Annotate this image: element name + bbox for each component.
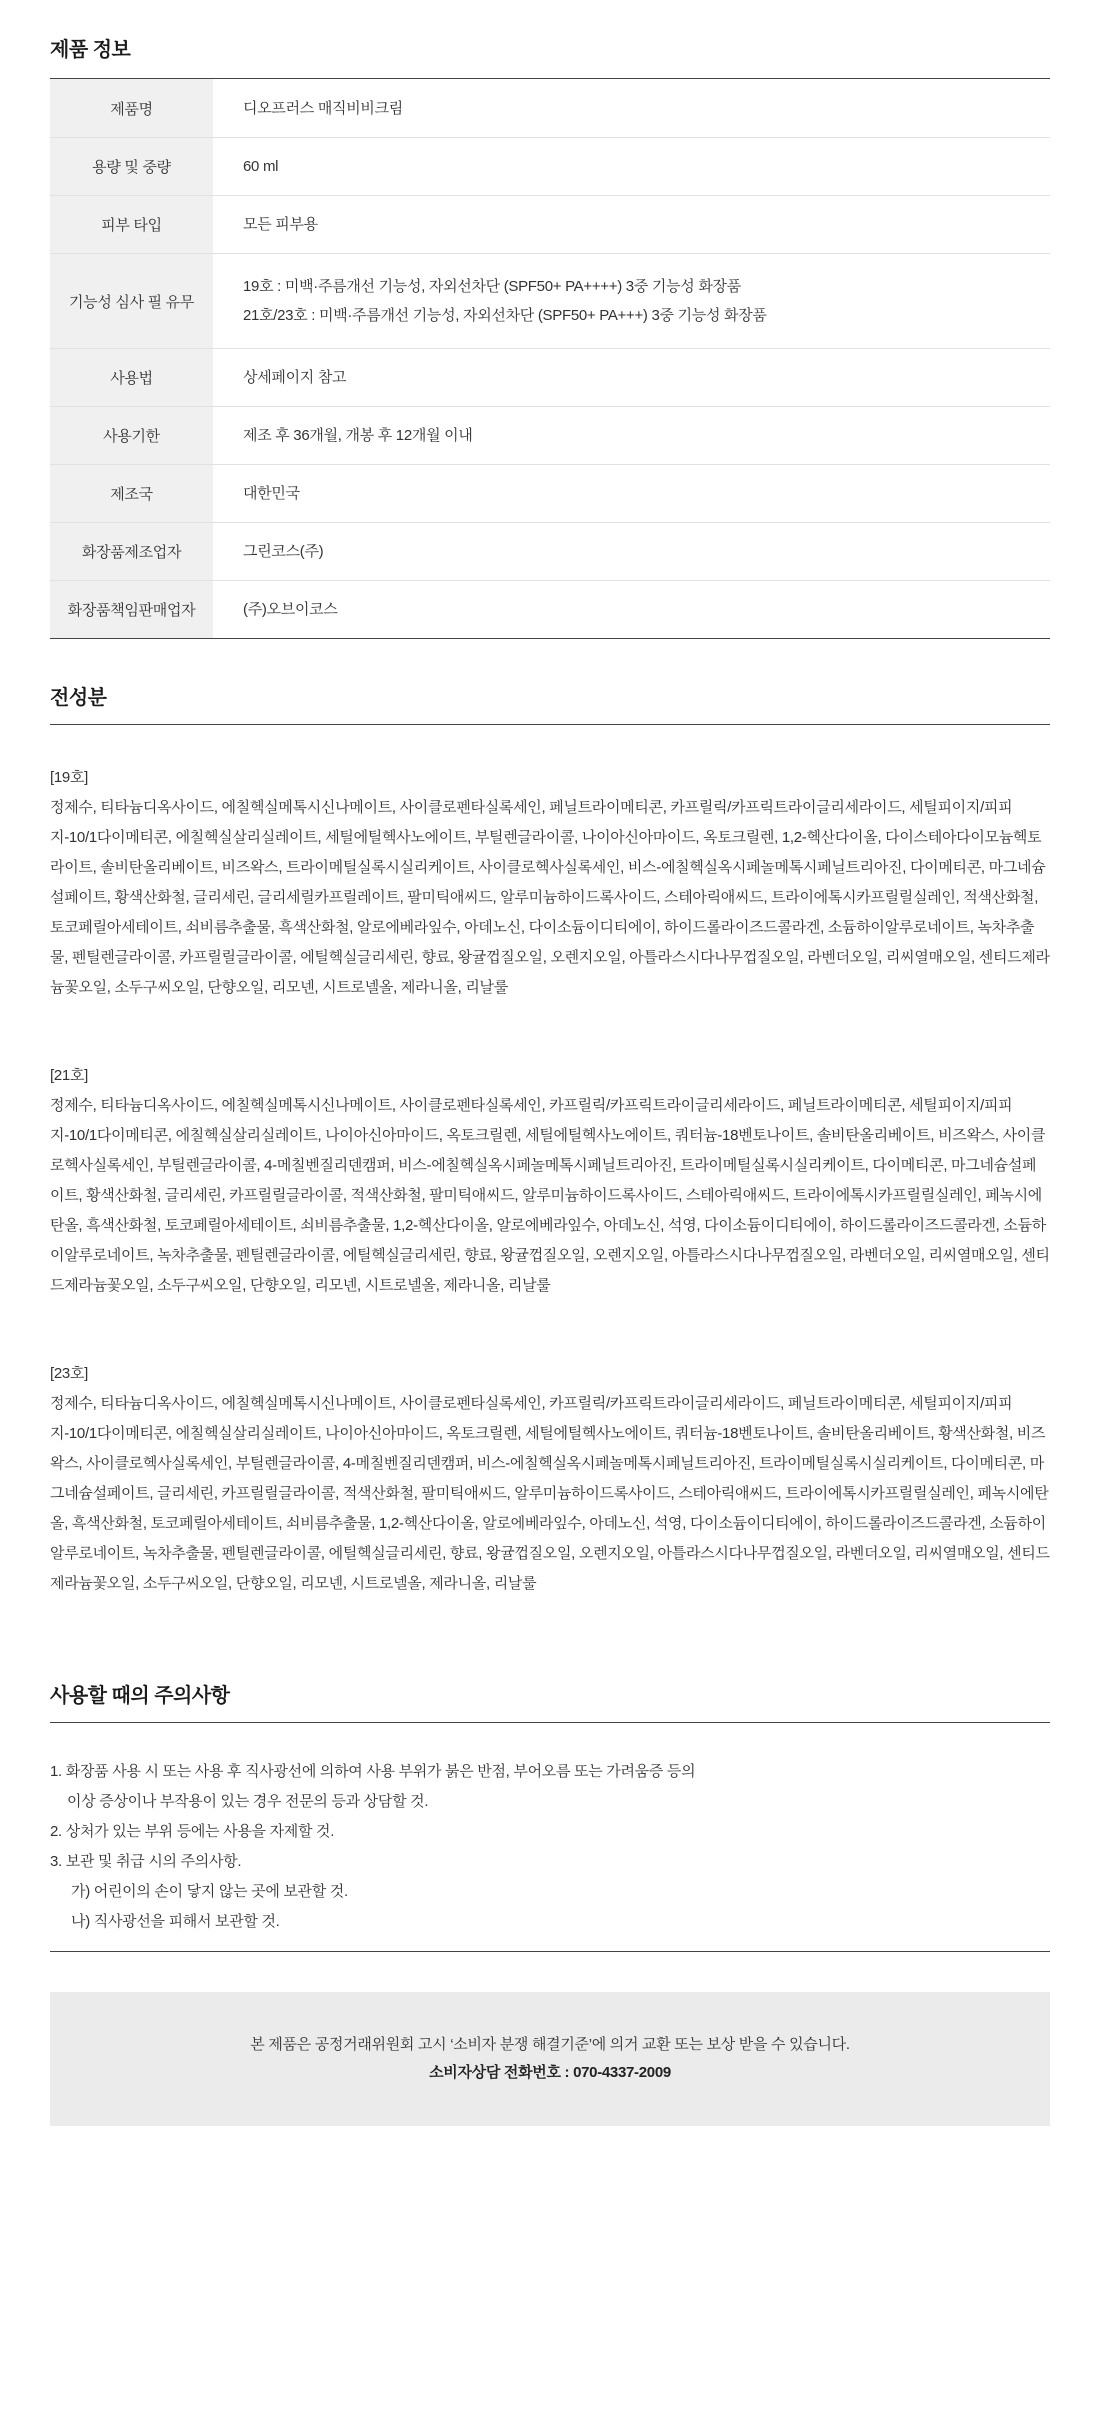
- row-value: 그린코스(주): [243, 543, 324, 560]
- consumer-notice-box: [50, 1992, 1050, 2126]
- row-value: (주)오브이코스: [243, 601, 338, 618]
- ingredient-group-text: 정제수, 티타늄디옥사이드, 에칠헥실메톡시신나메이트, 사이클로펜타실록세인, 카프릴릭/카프릭트라이글리세라이드, 페닐트라이메티콘, 세틸피이지/피피지-10/1다이메티콘, 에칠헥실살리실레이트, 나이아신아마이드, 옥토크릴렌, 세틸에틸헥사노에이트, 쿼터늄-18벤토나이트, 솔비탄올리베이트, 황색산화철, 비즈왁스, 사이클로헥사실록세인, 부틸렌글라이콜, 4-메칠벤질리덴캠퍼, 비스-에칠헥실옥시페놀메톡시페닐트리아진, 트라이메틸실록시실리케이트, 다이메티콘, 마그네슘설페이트, 글리세린, 카프릴릴글라이콜, 적색산화철, 팔미틱애씨드, 알루미늄하이드록사이드, 스테아릭애씨드, 트라이에톡시카프릴릴실레인, 페녹시에탄올, 흑색산화철, 토코페릴아세테이트, 쇠비름추출물, 1,2-헥산다이올, 알로에베라잎수, 아데노신, 석영, 다이소듐이디티에이, 하이드롤라이즈드콜라겐, 소듐하이알루로네이트, 녹차추출물, 펜틸렌글라이콜, 에틸헥실글리세린, 향료, 왕귤껍질오일, 오렌지오일, 아틀라스시다나무껍질오일, 라벤더오일, 리씨열매오일, 센티드제라늄꽃오일, 소두구씨오일, 단향오일, 리모넨, 시트로넬올, 제라니올, 리날룰: [50, 1395, 1050, 1592]
- ingredient-group-name: [23호]: [50, 1365, 89, 1382]
- row-value: 제조 후 36개월, 개봉 후 12개월 이내: [243, 427, 473, 444]
- ingredient-group-text: 정제수, 티타늄디옥사이드, 에칠헥실메톡시신나메이트, 사이클로펜타실록세인, 카프릴릭/카프릭트라이글리세라이드, 페닐트라이메티콘, 세틸피이지/피피지-10/1다이메티콘, 에칠헥실살리실레이트, 나이아신아마이드, 옥토크릴렌, 세틸에틸헥사노에이트, 쿼터늄-18벤토나이트, 솔비탄올리베이트, 비즈왁스, 사이클로헥사실록세인, 부틸렌글라이콜, 4-메칠벤질리덴캠퍼, 비스-에칠헥실옥시페놀메톡시페닐트리아진, 트라이메틸실록시실리케이트, 다이메티콘, 마그네슘설페이트, 황색산화철, 글리세린, 카프릴릴글라이콜, 적색산화철, 팔미틱애씨드, 알루미늄하이드록사이드, 스테아릭애씨드, 트라이에톡시카프릴릴실레인, 페녹시에탄올, 흑색산화철, 토코페릴아세테이트, 쇠비름추출물, 1,2-헥산다이올, 알로에베라잎수, 아데노신, 석영, 다이소듐이디티에이, 하이드롤라이즈드콜라겐, 소듐하이알루로네이트, 녹차추출물, 펜틸렌글라이콜, 에틸헥실글리세린, 향료, 왕귤껍질오일, 오렌지오일, 아틀라스시다나무껍질오일, 라벤더오일, 리씨열매오일, 센티드제라늄꽃오일, 소두구씨오일, 단향오일, 리모넨, 시트로넬올, 제라니올, 리날룰: [50, 1097, 1050, 1294]
- row-label: 기능성 심사 필 유무: [50, 254, 213, 348]
- table-row: [50, 580, 1050, 638]
- row-value: 디오프러스 매직비비크림: [243, 99, 403, 117]
- ingredient-group-21: [50, 1061, 1050, 1301]
- caution-list: [50, 1757, 1050, 1937]
- row-label: 화장품제조업자: [50, 523, 213, 580]
- caution-item-continuation: 이상 증상이나 부작용이 있는 경우 전문의 등과 상담할 것.: [67, 1793, 429, 1810]
- row-value: 상세페이지 참고: [243, 369, 347, 386]
- row-label: 제조국: [50, 465, 213, 522]
- ingredient-group-name: [21호]: [50, 1067, 89, 1084]
- row-label: 제품명: [50, 79, 213, 137]
- row-value: 모든 피부용: [243, 216, 318, 233]
- table-row: [50, 522, 1050, 580]
- table-row: [50, 348, 1050, 406]
- row-value: [213, 254, 1050, 348]
- row-value-line: 19호 : 미백·주름개선 기능성, 자외선차단 (SPF50+ PA++++) 3중 기능성 화장품: [243, 278, 741, 295]
- table-row: [50, 137, 1050, 195]
- ingredients-section: [50, 681, 1050, 1599]
- caution-item: 3. 보관 및 취급 시의 주의사항.: [50, 1853, 242, 1870]
- table-row: [50, 195, 1050, 253]
- section-divider: [50, 1722, 1050, 1723]
- row-value: 대한민국: [243, 485, 300, 502]
- ingredient-group-23: [50, 1359, 1050, 1599]
- caution-item: 2. 상처가 있는 부위 등에는 사용을 자제할 것.: [50, 1823, 335, 1840]
- table-row: [50, 406, 1050, 464]
- caution-title: 사용할 때의 주의사항: [50, 1685, 230, 1707]
- caution-item: 1. 화장품 사용 시 또는 사용 후 직사광선에 의하여 사용 부위가 붉은 반점, 부어오름 또는 가려움증 등의: [50, 1763, 696, 1780]
- consumer-notice-text: 본 제품은 공정거래위원회 고시 ‘소비자 분쟁 해결기준’에 의거 교환 또는 보상 받을 수 있습니다.: [250, 2036, 850, 2053]
- product-info-title: 제품 정보: [50, 39, 131, 61]
- caution-section: [50, 1679, 1050, 1952]
- row-label: 사용기한: [50, 407, 213, 464]
- row-label: 용량 및 중량: [50, 138, 213, 195]
- row-label: 화장품책임판매업자: [50, 581, 213, 638]
- table-row: [50, 253, 1050, 348]
- ingredient-group-19: [50, 763, 1050, 1003]
- section-divider: [50, 1951, 1050, 1952]
- row-label: 피부 타입: [50, 196, 213, 253]
- row-label: 사용법: [50, 349, 213, 406]
- ingredient-group-name: [19호]: [50, 769, 89, 786]
- ingredients-title: 전성분: [50, 687, 107, 709]
- consumer-hotline: 소비자상담 전화번호 : 070-4337-2009: [429, 2064, 671, 2081]
- ingredient-group-text: 정제수, 티타늄디옥사이드, 에칠헥실메톡시신나메이트, 사이클로펜타실록세인, 페닐트라이메티콘, 카프릴릭/카프릭트라이글리세라이드, 세틸피이지/피피지-10/1다이메티콘, 에칠헥실살리실레이트, 세틸에틸헥사노에이트, 부틸렌글라이콜, 나이아신아마이드, 옥토크릴렌, 1,2-헥산다이올, 다이스테아다이모늄헥토라이트, 솔비탄올리베이트, 비즈왁스, 트라이메틸실록시실리케이트, 사이클로헥사실록세인, 비스-에칠헥실옥시페놀메톡시페닐트리아진, 다이메티콘, 마그네슘설페이트, 황색산화철, 글리세린, 글리세릴카프릴레이트, 팔미틱애씨드, 알루미늄하이드록사이드, 스테아릭애씨드, 트라이에톡시카프릴릴실레인, 적색산화철, 토코페릴아세테이트, 쇠비름추출물, 흑색산화철, 알로에베라잎수, 아데노신, 다이소듐이디티에이, 하이드롤라이즈드콜라겐, 소듐하이알루로네이트, 녹차추출물, 펜틸렌글라이콜, 카프릴릴글라이콜, 에틸헥실글리세린, 향료, 왕귤껍질오일, 오렌지오일, 아틀라스시다나무껍질오일, 라벤더오일, 리씨열매오일, 센티드제라늄꽃오일, 소두구씨오일, 단향오일, 리모넨, 시트로넬올, 제라니올, 리날룰: [50, 799, 1050, 996]
- table-row: [50, 79, 1050, 137]
- product-info-table: [50, 78, 1050, 639]
- caution-subitem: 가) 어린이의 손이 닿지 않는 곳에 보관할 것.: [71, 1883, 348, 1900]
- table-row: [50, 464, 1050, 522]
- row-value-line: 21호/23호 : 미백·주름개선 기능성, 자외선차단 (SPF50+ PA+++) 3중 기능성 화장품: [243, 307, 767, 324]
- caution-subitem: 나) 직사광선을 피해서 보관할 것.: [71, 1913, 280, 1930]
- row-value: 60 ml: [243, 158, 279, 175]
- section-divider: [50, 724, 1050, 725]
